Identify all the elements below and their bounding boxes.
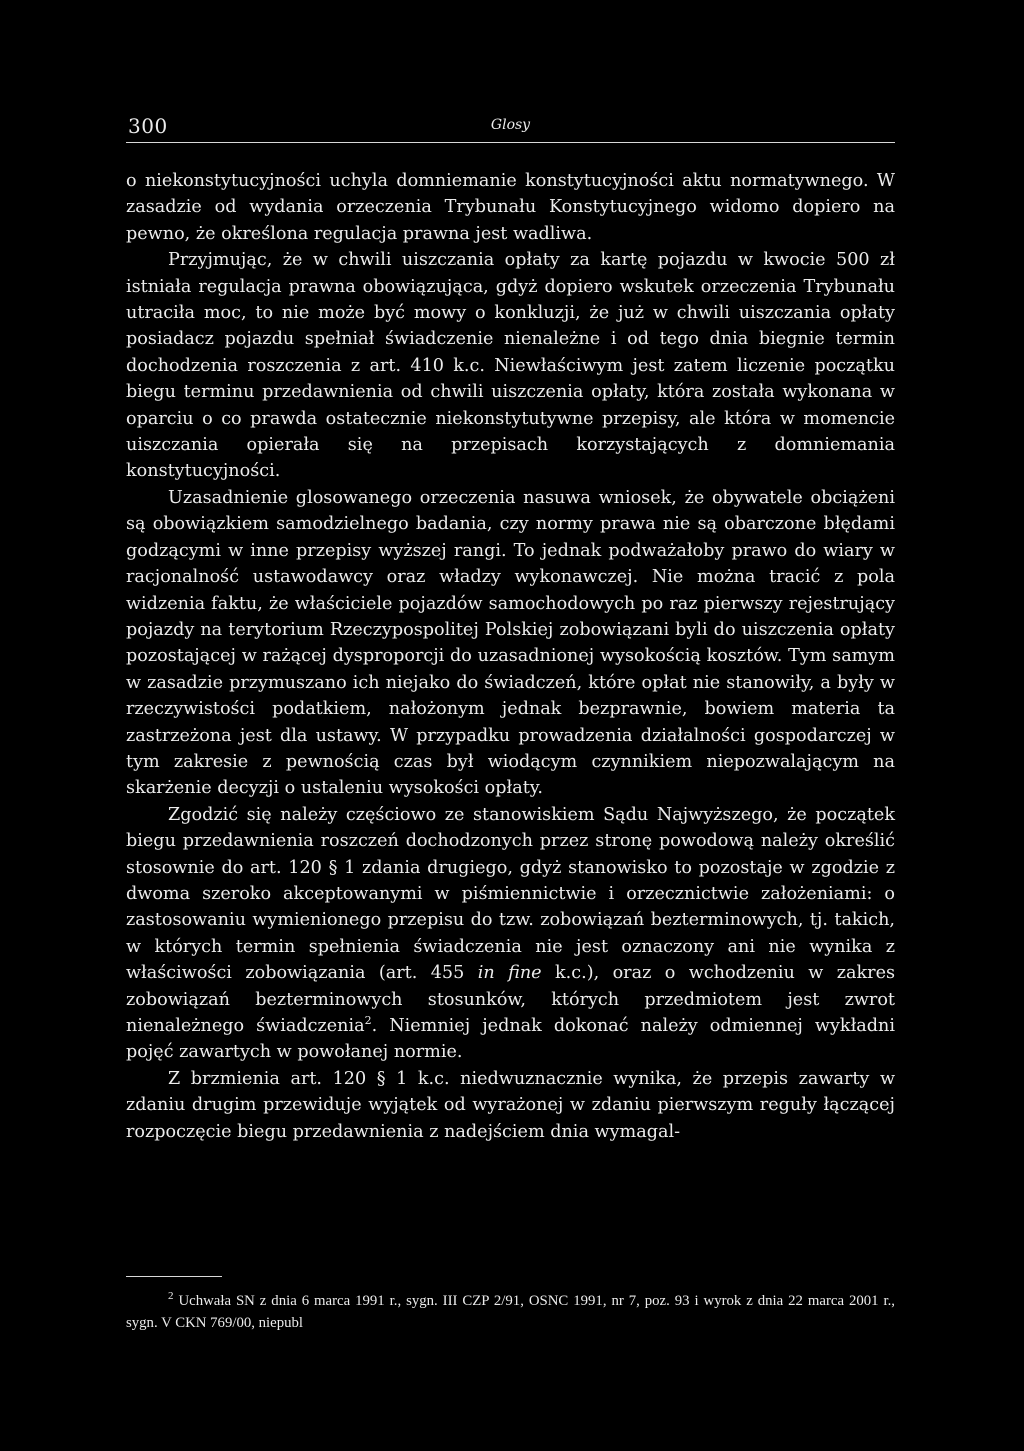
footnote-reference[interactable]: 2 bbox=[364, 1014, 372, 1028]
paragraph-3: Uzasadnienie glosowanego orzeczenia nasuwa wniosek, że obywatele obciążeni są obowiązkiem samodzielnego badania, czy normy prawa nie są obarczone błędami godzącymi w inne przepisy wyższej rangi. To jednak podważałoby prawo do wiary w racjonalność ustawodawcy oraz władzy wykonawczej. Nie można tracić z pola widzenia faktu, że właściciele pojazdów samochodowych po raz pierwszy rejestrujący pojazdy na terytorium Rzeczypospolitej Polskiej zobowiązani byli do uiszczenia opłaty pozostającej w rażącej dysproporcji do uzasadnionej wysokością kosztów. Tym samym w zasadzie przymuszano ich niejako do świadczeń, które opłat nie stanowiły, a były w rzeczywistości podatkiem, nałożonym jednak bezprawnie, bowiem materia ta zastrzeżona jest dla ustawy. W przypadku prowadzenia działalności gospodarczej w tym zakresie z pewnością czas był wiodącym czynnikiem niepozwalającym na skarżenie decyzji o ustaleniu wysokości opłaty. bbox=[126, 487, 895, 799]
body-text bbox=[126, 168, 895, 1145]
footnote bbox=[126, 1290, 895, 1334]
paragraph-4 bbox=[126, 802, 895, 1066]
running-head: Glosy bbox=[490, 117, 531, 133]
paragraph-4-part-b: k.c.), oraz o wchodzeniu w zakres zobowiązań bezterminowych stosunków, których przedmiotem jest zwrot nienależnego świadczenia bbox=[126, 963, 896, 1036]
paragraph-4-part-c: . Niemniej jednak dokonać należy odmiennej wykładni pojęć zawartych w powołanej normie. bbox=[126, 1016, 896, 1063]
footnote-divider bbox=[126, 1276, 222, 1277]
page-number: 300 bbox=[128, 114, 168, 138]
paragraph-4-italic: in fine bbox=[477, 963, 542, 984]
paragraph-4-part-a: Zgodzić się należy częściowo ze stanowiskiem Sądu Najwyższego, że początek biegu przedawnienia roszczeń dochodzonych przez stronę powodową należy określić stosownie do art. 120 § 1 zdania drugiego, gdyż stanowisko to pozostaje w zgodzie z dwoma szeroko akceptowanymi w piśmiennictwie i orzecznictwie założeniami: o zastosowaniu wymienionego przepisu do tzw. zobowiązań bezterminowych, tj. takich, w których termin spełnienia świadczenia nie jest oznaczony ani nie wynika z właściwości zobowiązania (art. 455 bbox=[126, 804, 895, 984]
footnote-text: Uchwała SN z dnia 6 marca 1991 r., sygn. III CZP 2/91, OSNC 1991, nr 7, poz. 93 i wyrok z dnia 22 marca 2001 r., sygn. V CKN 769/00, niepubl bbox=[126, 1293, 895, 1331]
paragraph-2: Przyjmując, że w chwili uiszczania opłaty za kartę pojazdu w kwocie 500 zł istniała regulacja prawna obowiązująca, gdyż dopiero wskutek orzeczenia Trybunału utraciła moc, to nie może być mowy o konkluzji, że już w chwili uiszczania opłaty posiadacz pojazdu spełniał świadczenie nienależne i od tego dnia biegnie termin dochodzenia roszczenia z art. 410 k.c. Niewłaściwym jest zatem liczenie początku biegu terminu przedawnienia od chwili uiszczenia opłaty, która została wykonana w oparciu o co prawda ostatecznie niekonstytutywne przepisy, ale która w momencie uiszczania opierała się na przepisach korzystających z domniemania konstytucyjności. bbox=[126, 250, 895, 482]
page-header bbox=[126, 112, 895, 143]
footnote-marker: 2 bbox=[168, 1290, 174, 1303]
paragraph-5: Z brzmienia art. 120 § 1 k.c. niedwuznacznie wynika, że przepis zawarty w zdaniu drugim przewiduje wyjątek od wyrażonej w zdaniu pierwszym reguły łączącej rozpoczęcie biegu przedawnienia z nadejściem dnia wymagal- bbox=[126, 1068, 895, 1142]
paragraph-1: o niekonstytucyjności uchyla domniemanie konstytucyjności aktu normatywnego. W zasadzie od wydania orzeczenia Trybunału Konstytucyjnego widomo dopiero na pewno, że określona regulacja prawna jest wadliwa. bbox=[126, 171, 895, 244]
